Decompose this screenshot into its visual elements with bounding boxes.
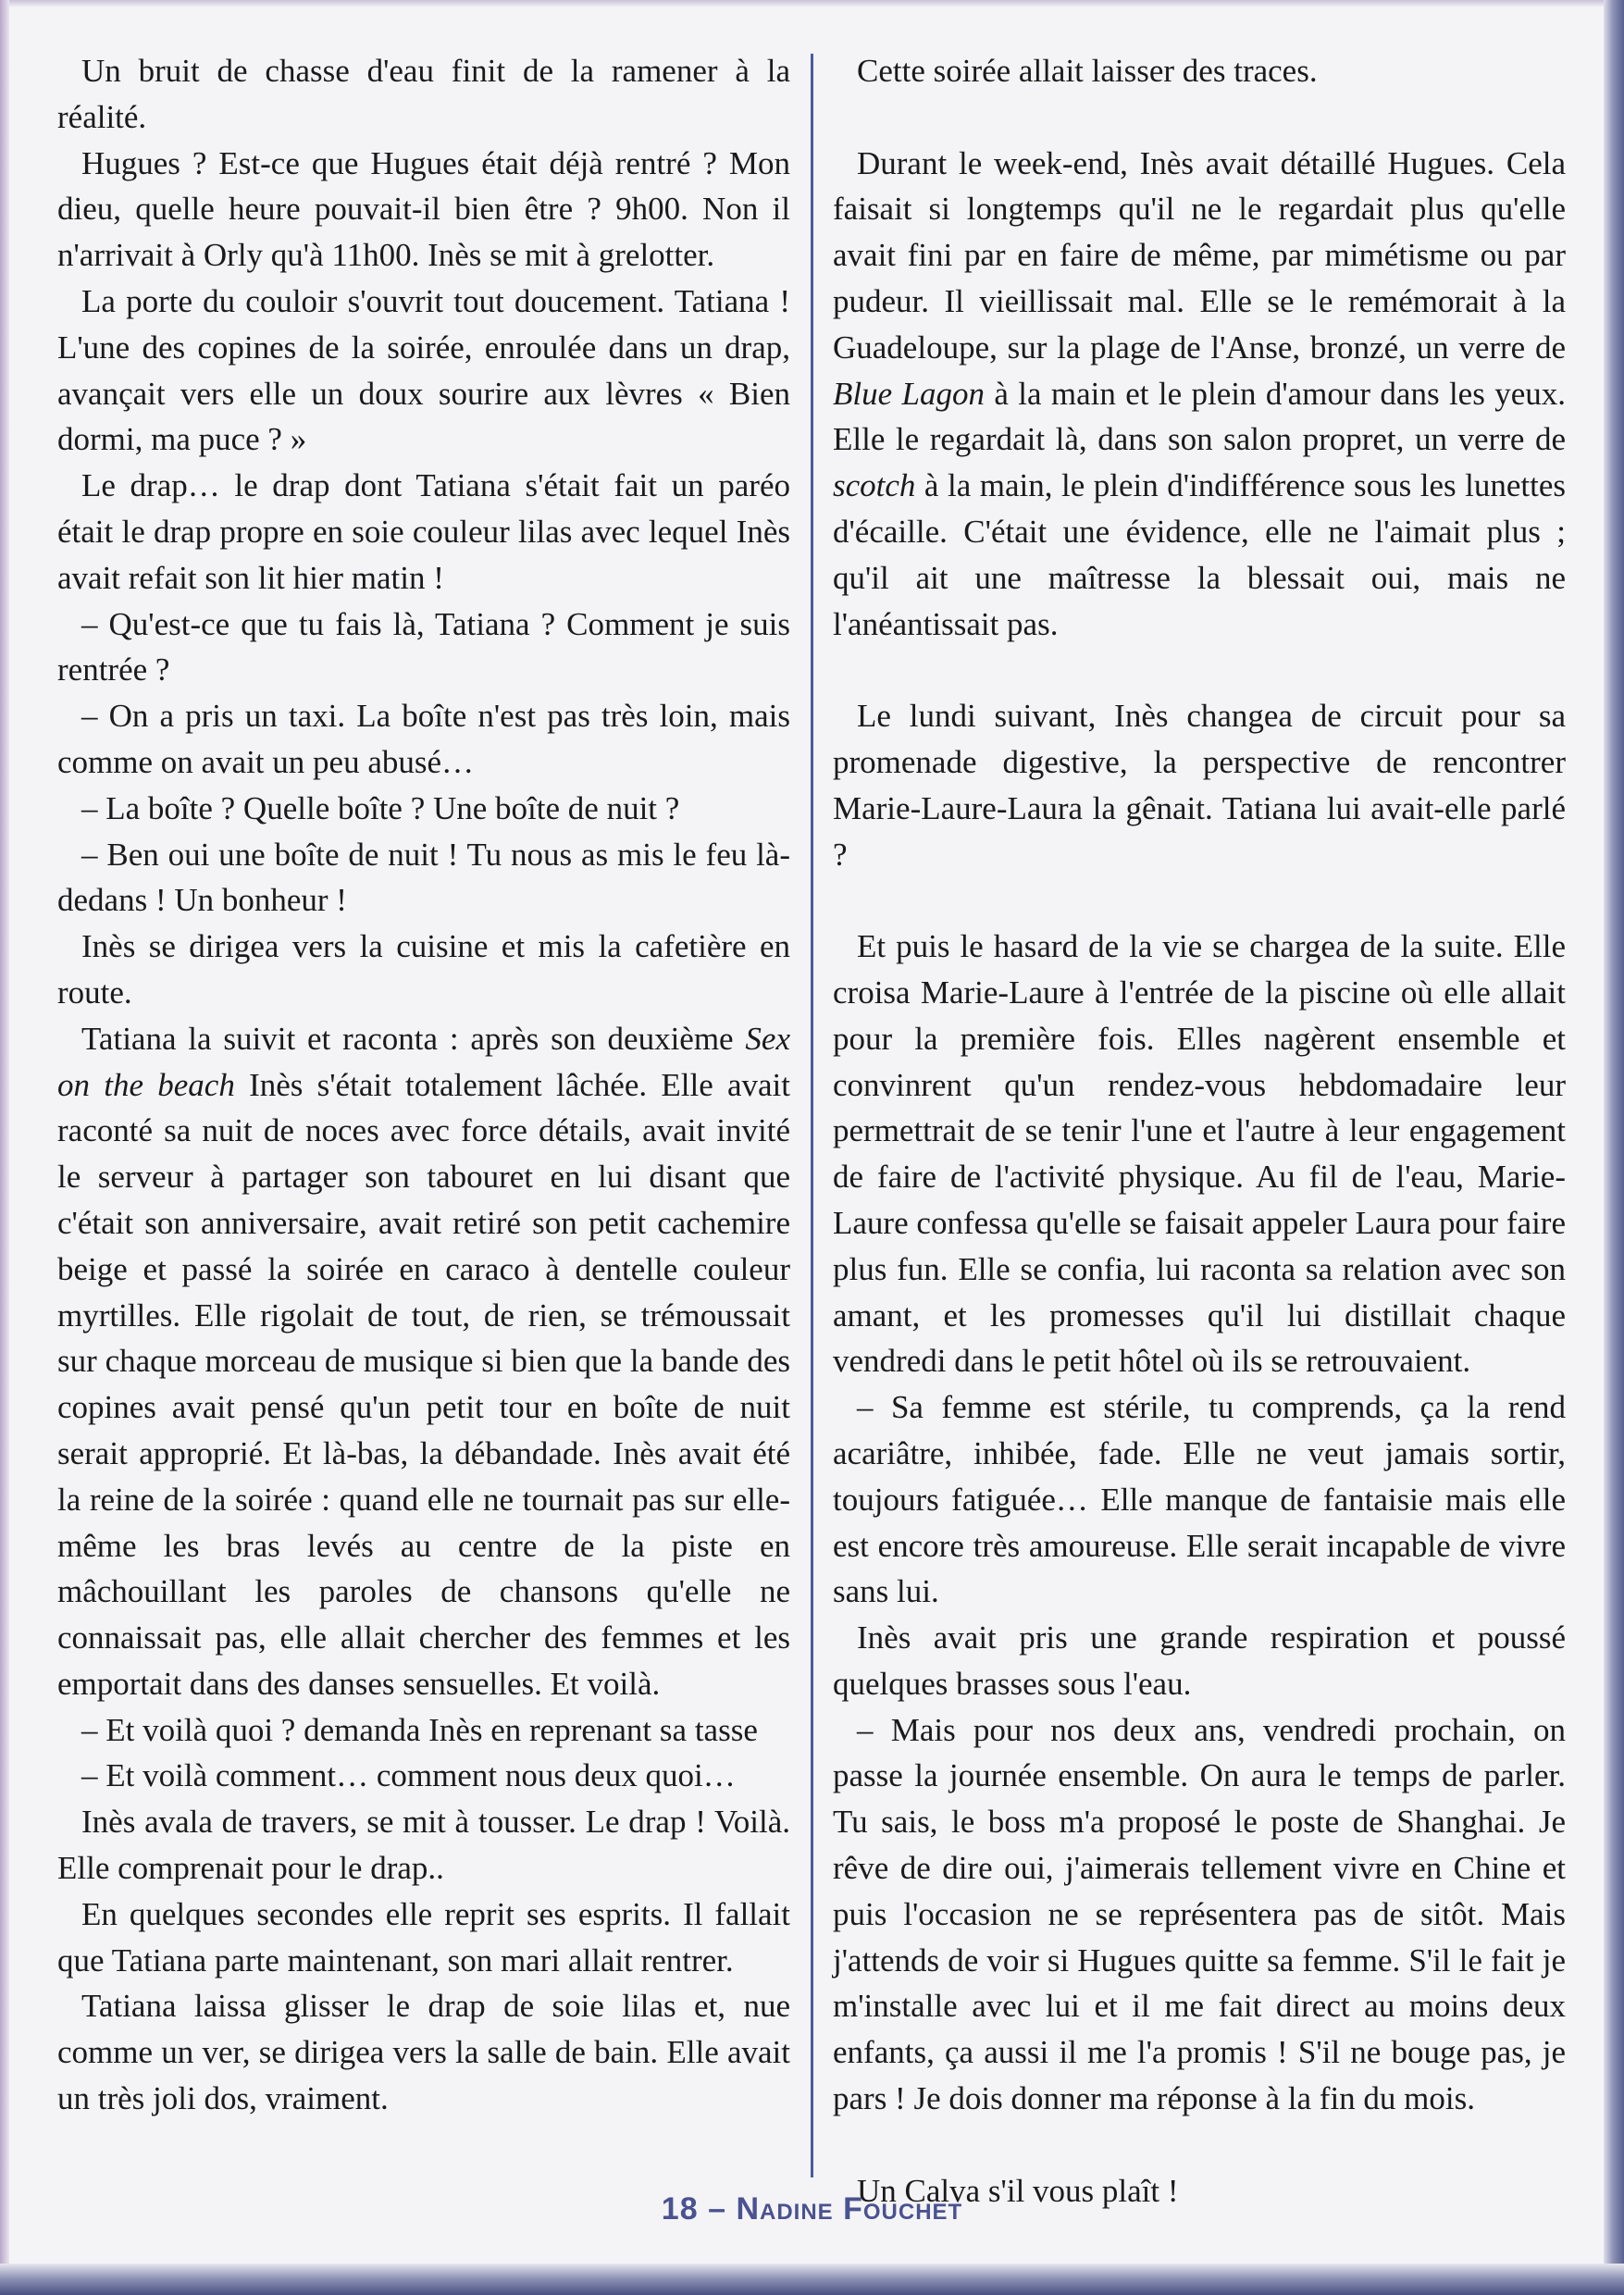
blank-line: [833, 877, 1566, 924]
paragraph: Inès se dirigea vers la cuisine et mis la cafetière en route.: [57, 928, 790, 1011]
left-column: [57, 48, 790, 2122]
text-span: à la main, le plein d'indifférence sous les lunettes d'écaille. C'était une évidence, elle ne l'aimait plus ; qu'il ait une maîtresse la blessait oui, mais ne l'anéantissait pas.: [833, 467, 1566, 642]
paragraph: Le lundi suivant, Inès changea de circuit pour sa promenade digestive, la perspective de rencontrer Marie-Laure-Laura la gênait. Tatiana lui avait-elle parlé ?: [833, 698, 1566, 873]
page-edge-right: [1604, 0, 1624, 2295]
paragraph: Un Calva s'il vous plaît !: [857, 2172, 1179, 2209]
text-span: Tatiana la suivit et raconta : après son deuxième: [81, 1020, 746, 1057]
italic-drink-name: scotch: [833, 467, 916, 504]
dialogue-line: – On a pris un taxi. La boîte n'est pas très loin, mais comme on avait un peu abusé…: [57, 698, 790, 780]
blank-line: [833, 2122, 1566, 2168]
page-number: 18: [661, 2191, 699, 2227]
page-edge-bottom: [0, 2264, 1624, 2295]
column-divider: [811, 54, 813, 2177]
dialogue-line: – Et voilà comment… comment nous deux quoi…: [81, 1757, 736, 1794]
paragraph: Inès avala de travers, se mit à tousser. Le drap ! Voilà. Elle comprenait pour le drap..: [57, 1804, 790, 1887]
paragraph: Tatiana laissa glisser le drap de soie lilas et, nue comme un ver, se dirigea vers la salle de bain. Elle avait un très joli dos, vraiment.: [57, 1988, 790, 2117]
paragraph: En quelques secondes elle reprit ses esprits. Il fallait que Tatiana parte maintenant, son mari allait rentrer.: [57, 1895, 790, 1979]
author-name: Nadine Fouchet: [736, 2191, 963, 2227]
paragraph: Le drap… le drap dont Tatiana s'était fait un paréo était le drap propre en soie couleur lilas avec lequel Inès avait refait son lit hier matin !: [57, 467, 790, 596]
text-span: à la main et le plein d'amour dans les yeux. Elle le regardait là, dans son salon propret, un verre de: [833, 375, 1566, 458]
text-span: Inès s'était totalement lâchée. Elle avait raconté sa nuit de noces avec force détails, avait invité le serveur à partager son tabouret en lui disant que c'était son anniversaire, avait retiré son petit cachemire beige et passé la soirée en caraco à dentelle couleur myrtilles. Elle rigolait de tout, de rien, se trémoussait sur chaque morceau de musique si bien que la bande des copines avait pensé qu'un petit tour en boîte de nuit serait approprié. Et là-bas, la débandade. Inès avait été la reine de la soirée : quand elle ne tournait pas sur elle-même les bras levés au centre de la piste en mâchouillant les paroles de chansons qu'elle ne connaissait pas, elle allait chercher des femmes et les emportait dans des danses sensuelles. Et voilà.: [57, 1066, 791, 1702]
footer-separator: –: [708, 2191, 726, 2227]
paragraph: La porte du couloir s'ouvrit tout doucement. Tatiana ! L'une des copines de la soirée, enroulée dans un drap, avançait vers elle un doux sourire aux lèvres « Bien dormi, ma puce ? »: [57, 282, 790, 458]
right-column: [833, 48, 1566, 2214]
page-edge-top: [0, 0, 1624, 7]
blank-line: [833, 647, 1566, 693]
dialogue-line: – Sa femme est stérile, tu comprends, ça la rend acariâtre, inhibée, fade. Elle ne veut jamais sortir, toujours fatiguée… Elle manque de fantaisie mais elle est encore très amoureuse. Elle serait incapable de vivre sans lui.: [833, 1389, 1566, 1610]
dialogue-line: – La boîte ? Quelle boîte ? Une boîte de nuit ?: [81, 789, 680, 826]
paragraph: Cette soirée allait laisser des traces.: [857, 53, 1318, 89]
paragraph: Hugues ? Est-ce que Hugues était déjà rentré ? Mon dieu, quelle heure pouvait-il bien être ? 9h00. Non il n'arrivait à Orly qu'à 11h00. Inès se mit à grelotter.: [57, 144, 790, 274]
paragraph: Un bruit de chasse d'eau finit de la ramener à la réalité.: [57, 53, 790, 135]
dialogue-line: – Mais pour nos deux ans, vendredi prochain, on passe la journée ensemble. On aura le temps de parler. Tu sais, le boss m'a proposé le poste de Shanghai. Je rêve de dire oui, j'aimerais tellement vivre en Chine et puis l'occasion ne se représentera pas de sitôt. Mais j'attends de voir si Hugues quitte sa femme. S'il le fait je m'installe avec lui et il me fait direct au moins deux enfants, ça aussi il me l'a promis ! S'il ne bouge pas, je pars ! Je dois donner ma réponse à la fin du mois.: [833, 1711, 1566, 2117]
dialogue-line: – Qu'est-ce que tu fais là, Tatiana ? Comment je suis rentrée ?: [57, 605, 790, 688]
paragraph: [833, 141, 1566, 648]
paragraph: [57, 1016, 790, 1707]
italic-drink-name: Blue Lagon: [833, 375, 985, 412]
page-footer: [0, 2191, 1624, 2227]
dialogue-line: – Ben oui une boîte de nuit ! Tu nous as mis le feu là-dedans ! Un bonheur !: [57, 836, 790, 919]
page-edge-left: [0, 0, 9, 2295]
paragraph: Inès avait pris une grande respiration et poussé quelques brasses sous l'eau.: [833, 1619, 1566, 1702]
dialogue-line: – Et voilà quoi ? demanda Inès en reprenant sa tasse: [81, 1711, 758, 1748]
blank-line: [833, 94, 1566, 141]
paragraph: Et puis le hasard de la vie se chargea de la suite. Elle croisa Marie-Laure à l'entrée de la piscine où elle allait pour la première fois. Elles nagèrent ensemble et convinrent qu'un rendez-vous hebdomadaire leur permettrait de se tenir l'une et l'autre à leur engagement de faire de l'activité physique. Au fil de l'eau, Marie-Laure confessa qu'elle se faisait appeler Laura pour faire plus fun. Elle se confia, lui raconta sa relation avec son amant, et les promesses qu'il lui distillait chaque vendredi dans le petit hôtel où ils se retrouvaient.: [833, 928, 1566, 1380]
text-span: Durant le week-end, Inès avait détaillé Hugues. Cela faisait si longtemps qu'il ne le regardait plus qu'elle avait fini par en faire de même, par mimétisme ou par pudeur. Il vieillissait mal. Elle se le remémorait à la Guadeloupe, sur la plage de l'Anse, bronzé, un verre de: [833, 144, 1566, 366]
italic-drink-name: Sex on the beach: [57, 1020, 790, 1103]
